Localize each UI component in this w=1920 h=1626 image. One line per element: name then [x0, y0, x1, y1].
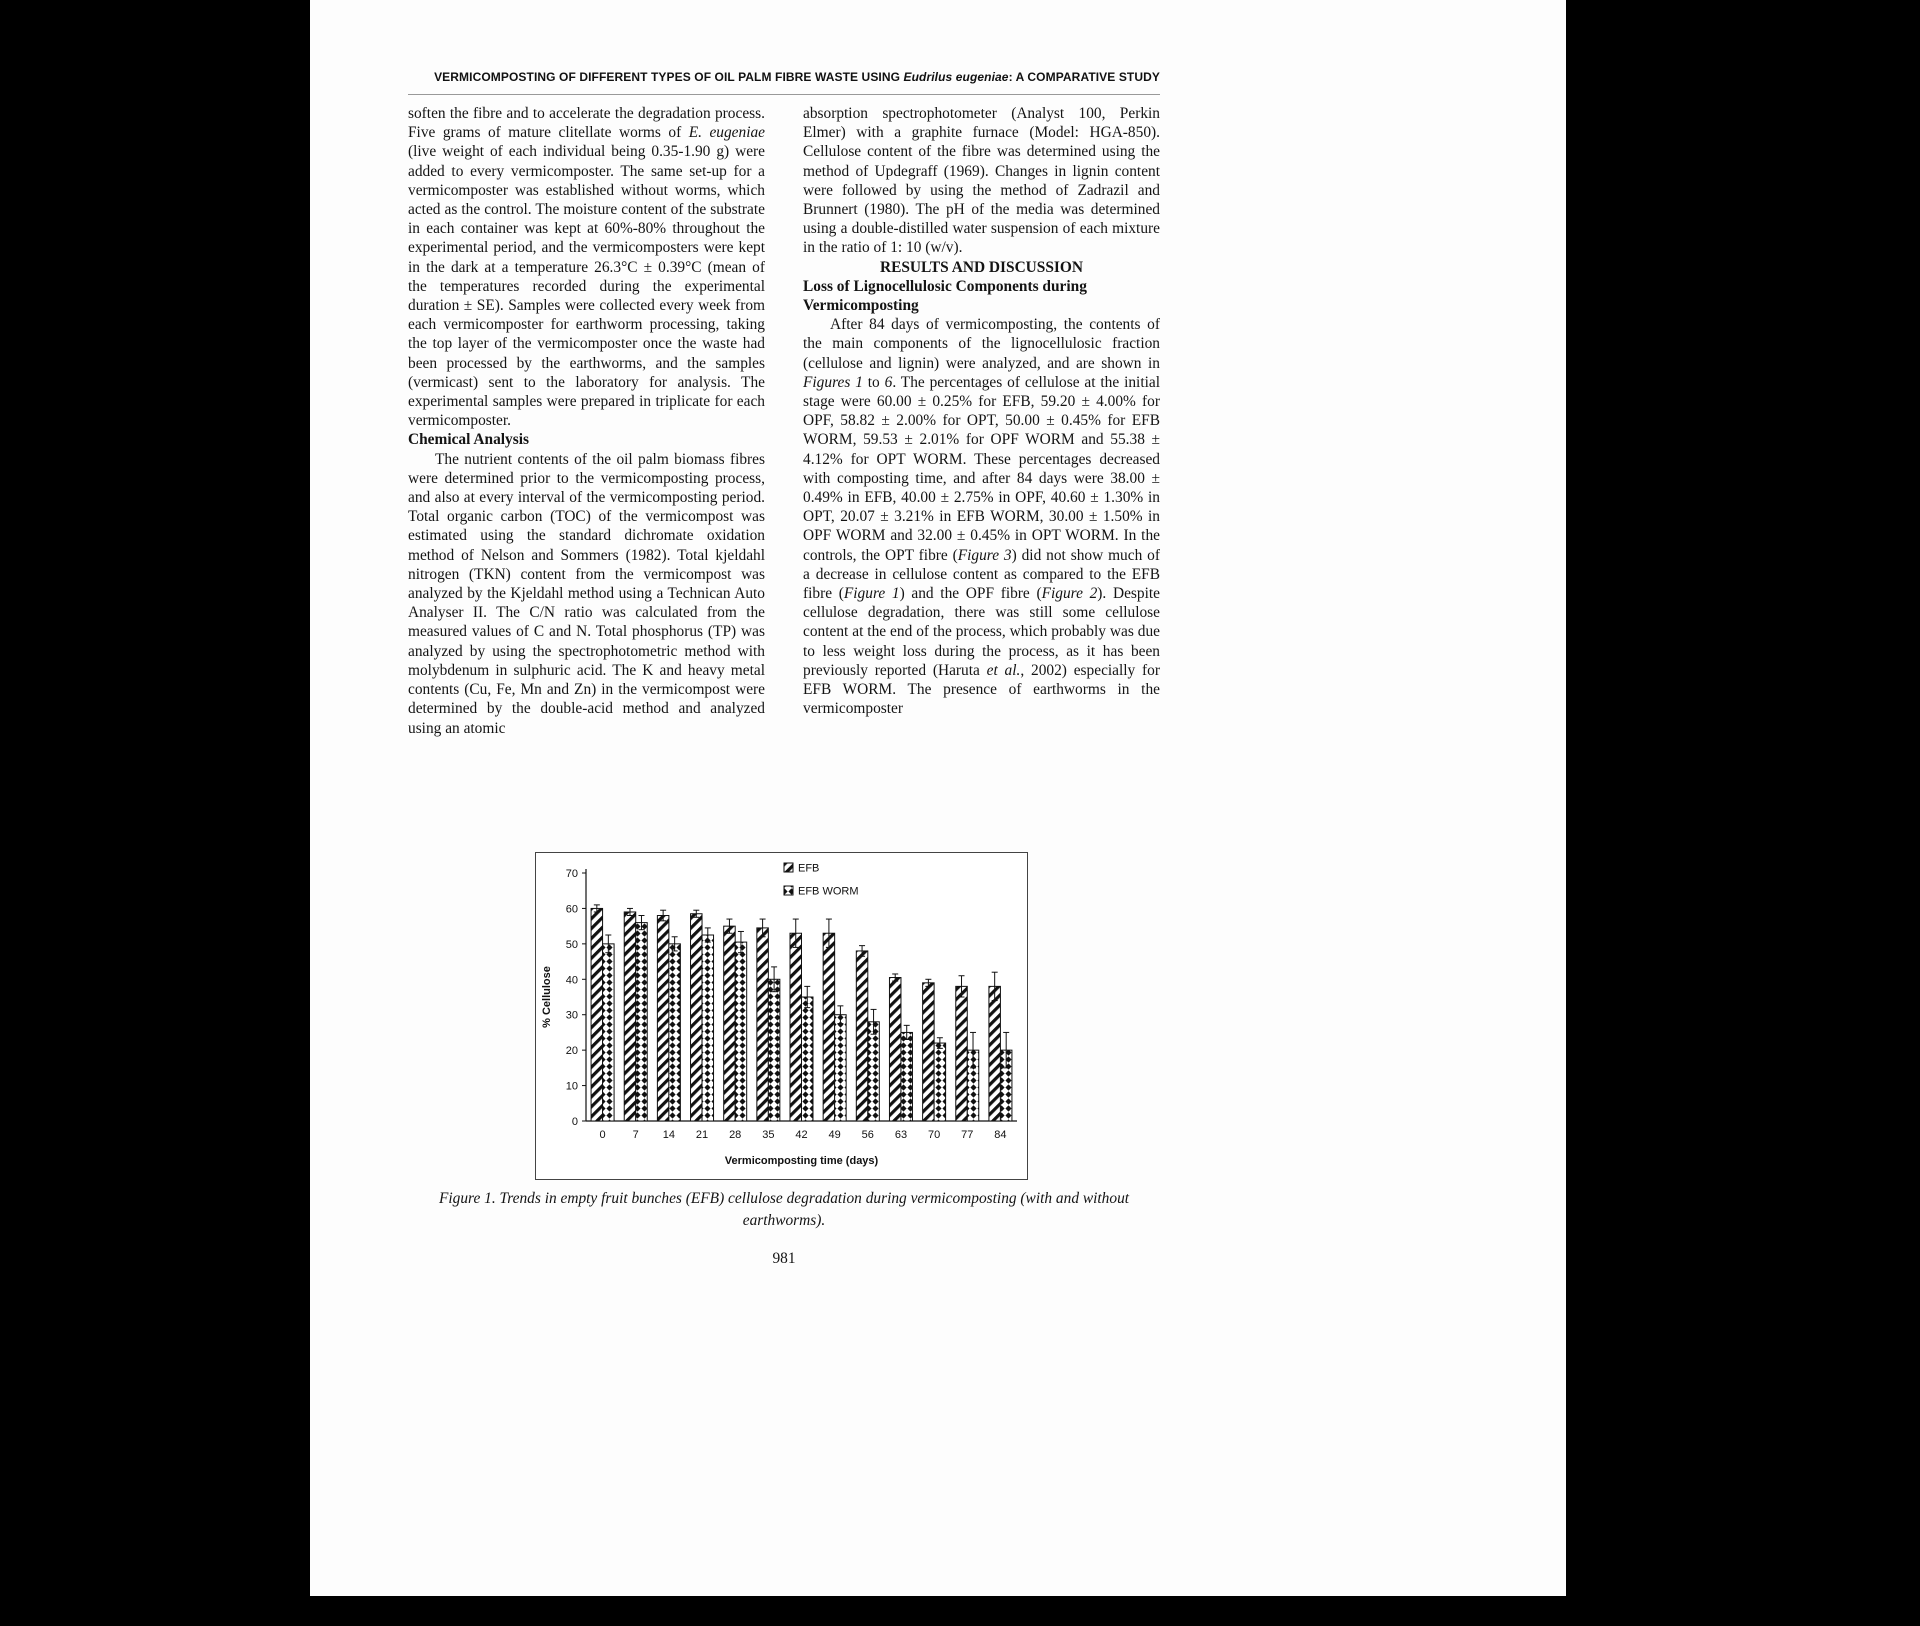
bar-efb — [856, 951, 868, 1121]
page-number: 981 — [772, 1250, 796, 1267]
left-column — [408, 104, 765, 738]
right-column — [803, 104, 1160, 738]
x-tick-label: 56 — [861, 1129, 874, 1141]
bar-efb — [724, 926, 736, 1121]
legend-label: EFB — [798, 862, 820, 875]
legend-swatch — [784, 886, 793, 895]
header-rule — [408, 94, 1160, 95]
y-tick-label: 50 — [565, 938, 578, 951]
x-tick-label: 84 — [994, 1129, 1007, 1141]
x-tick-label: 42 — [795, 1129, 808, 1141]
bar-efb-worm — [835, 1015, 847, 1121]
running-head: VERMICOMPOSTING OF DIFFERENT TYPES OF OIL PALM FIBRE WASTE USING Eudrilus eugeniae: A COMPARATIVE STUDY — [434, 70, 1160, 84]
y-tick-label: 60 — [565, 903, 578, 916]
bar-efb — [889, 978, 901, 1121]
legend-swatch — [784, 863, 793, 872]
page-content — [408, 0, 1160, 1596]
paper-page — [310, 0, 1566, 1596]
x-tick-label: 21 — [695, 1129, 709, 1141]
heading-results-discussion: RESULTS AND DISCUSSION — [879, 258, 1083, 276]
bar-efb-worm — [603, 944, 615, 1121]
bar-efb — [591, 908, 603, 1121]
bar-efb — [757, 928, 769, 1121]
heading-loss-lignocellulosic: Loss of Lignocellulosic Components during Vermicomposting — [803, 277, 1087, 315]
bar-efb — [923, 983, 935, 1121]
bar-efb-worm — [868, 1022, 880, 1121]
paragraph-methods-instruments: absorption spectrophotometer (Analyst 100, Perkin Elmer) with a graphite furnace (Model: HGA-850). Cellulose content of the fibre was determined using the method of Updegraff (1969). Changes in lignin content were followed by using the method of Zadrazil and Brunnert (1980). The pH of the media was determined using a double-distilled water suspension of each mixture in the ratio of 1: 10 (w/v). — [803, 105, 1160, 257]
x-tick-label: 70 — [927, 1129, 941, 1141]
bar-efb-worm — [768, 979, 780, 1121]
bar-efb-worm — [669, 944, 681, 1121]
bar-efb-worm — [901, 1032, 913, 1121]
x-tick-label: 28 — [729, 1129, 742, 1141]
paragraph-results: After 84 days of vermicomposting, the contents of the main components of the lignocellulosic fraction (cellulose and lignin) were analyzed, and are shown in Figures 1 to 6. The percentages of cellulose at the initial stage were 60.00 ± 0.25% for EFB, 59.20 ± 4.00% for OPF, 58.82 ± 2.00% for OPT, 50.00 ± 0.45% for EFB WORM, 59.53 ± 2.01% for OPF WORM and 55.38 ± 4.12% for OPT WORM. These percentages decreased with composting time, and after 84 days were 38.00 ± 0.49% in EFB, 40.00 ± 2.75% in OPF, 40.60 ± 1.30% in OPT, 20.07 ± 3.21% in EFB WORM, 30.00 ± 1.50% in OPF WORM and 32.00 ± 0.45% in OPT WORM. In the controls, the OPT fibre (Figure 3) did not show much of a decrease in cellulose content as compared to the EFB fibre (Figure 1) and the OPF fibre (Figure 2). Despite cellulose degradation, there was still some cellulose content at the end of the process, which probably was due to less weight loss during the process, as it has been previously reported (Haruta et al., 2002) especially for EFB WORM. The presence of earthworms in the vermicomposter — [803, 316, 1160, 718]
bar-efb — [790, 933, 802, 1121]
chart-svg — [536, 853, 1027, 1179]
y-tick-label: 70 — [565, 868, 578, 880]
bar-efb-worm — [636, 923, 648, 1121]
legend-label: EFB WORM — [798, 885, 859, 898]
bar-efb-worm — [802, 997, 814, 1121]
paragraph-methods-continued: soften the fibre and to accelerate the degradation process. Five grams of mature clitellate worms of E. eugeniae (live weight of each individual being 0.35-1.90 g) were added to every vermicomposter. The same set-up for a vermicomposter was established without worms, which acted as the control. The moisture content of the substrate in each container was kept at 60%-80% throughout the experimental period, and the vermicomposters were kept in the dark at a temperature 26.3°C ± 0.39°C (mean of the temperatures recorded during the experimental duration ± SE). Samples were collected every week from each vermicomposter for earthworm processing, taking the top layer of the vermicomposter once the waste had been processed by the earthworms, and the samples (vermicast) sent to the laboratory for analysis. The experimental samples were prepared in triplicate for each vermicomposter. — [408, 105, 765, 430]
bar-efb — [624, 912, 636, 1121]
x-tick-label: 14 — [662, 1129, 676, 1141]
y-tick-label: 30 — [565, 1009, 578, 1022]
bar-efb — [989, 986, 1001, 1121]
bar-efb-worm — [934, 1043, 946, 1121]
x-tick-label: 35 — [762, 1129, 775, 1141]
chart-ylabel: % Cellulose — [541, 966, 553, 1028]
y-tick-label: 40 — [565, 974, 578, 987]
chart-xlabel: Vermicomposting time (days) — [724, 1155, 879, 1167]
bar-efb-worm — [702, 935, 714, 1121]
x-tick-label: 63 — [894, 1129, 908, 1141]
y-tick-label: 10 — [565, 1080, 578, 1093]
x-tick-label: 7 — [632, 1129, 639, 1141]
x-tick-label: 77 — [961, 1129, 974, 1141]
bar-efb — [657, 916, 669, 1121]
two-column-text — [408, 104, 1160, 738]
y-tick-label: 20 — [565, 1045, 578, 1058]
bar-efb — [823, 933, 835, 1121]
figure1-chart — [535, 852, 1028, 1180]
figure-1 — [535, 852, 1028, 1180]
bar-efb — [956, 986, 968, 1121]
bar-efb-worm — [735, 942, 747, 1121]
x-tick-label: 49 — [828, 1129, 841, 1141]
y-tick-label: 0 — [571, 1116, 578, 1128]
figure1-caption: Figure 1. Trends in empty fruit bunches (EFB) cellulose degradation during vermicomposting (with and without earthworms). — [438, 1190, 1130, 1229]
heading-chemical-analysis: Chemical Analysis — [408, 431, 529, 449]
bar-efb — [691, 914, 703, 1121]
paragraph-chemical-analysis: The nutrient contents of the oil palm biomass fibres were determined prior to the vermicomposting process, and also at every interval of the vermicomposting period. Total organic carbon (TOC) of the vermicompost was estimated using the standard dichromate oxidation method of Nelson and Sommers (1982). Total kjeldahl nitrogen (TKN) content from the vermicompost was analyzed by the Kjeldahl method using a Technican Auto Analyser II. The C/N ratio was calculated from the measured values of C and N. Total phosphorus (TP) was analyzed by using the spectrophotometric method with molybdenum in sulphuric acid. The K and heavy metal contents (Cu, Fe, Mn and Zn) in the vermicompost were determined by the double-acid method and analyzed using an atomic — [408, 450, 765, 737]
x-tick-label: 0 — [599, 1129, 606, 1141]
